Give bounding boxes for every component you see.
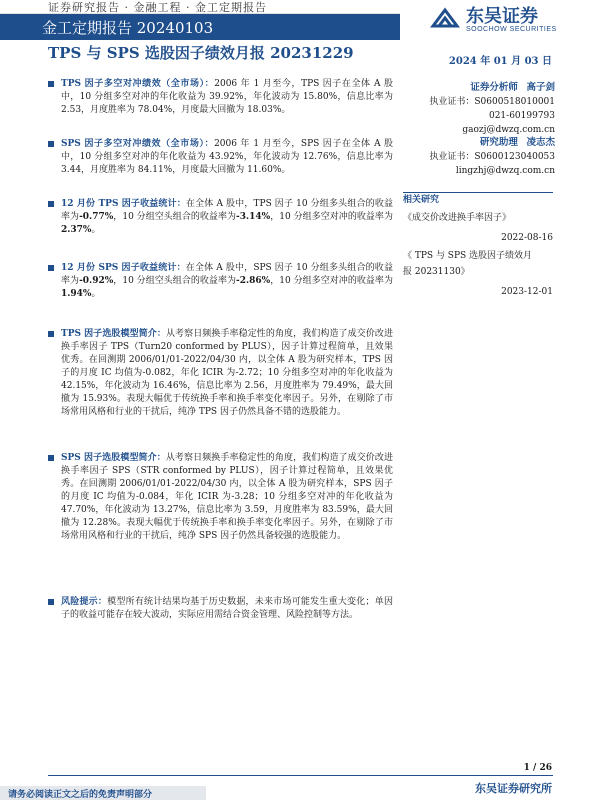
analyst-1-title <box>423 82 555 94</box>
return-value: 2.37% <box>61 225 92 235</box>
section-body: ，10 分组空头组合的收益率为 <box>113 212 237 222</box>
disclaimer-text: 请务必阅读正文之后的免责声明部分 <box>8 790 153 800</box>
summary-section <box>48 198 393 237</box>
page-title: TPS 与 SPS 选股因子绩效月报 20231229 <box>48 44 354 62</box>
logo-mark-icon <box>430 4 460 34</box>
analyst-name: 凌志杰 <box>526 137 555 148</box>
section-lead: SPS 因子选股模型简介： <box>61 453 166 463</box>
section-body: 从考察日频换手率稳定性的角度，我们构造了成交价改进换手率因子 TPS（Turn20 conformed by PLUS），因子计算过程简单，且效果优秀。在回测期 2006/01/01-2022/04/30 内，以全体 A 股为研究样本，TPS 因子的月度 IC 均值为-0.082，年化 ICIR 为-2.72；10 分组多空对冲的年化收益为 42.15%，年化波动为 16.46%，信息比率为 2.56，月度胜率为 79.49%，最大回撤为 15.93%。表现大幅优于传统换手率和换手率变化率因子。另外，在剔除了市场常用风格和行业的干扰后，纯净 TPS 因子仍然具备不错的选股能力。 <box>61 329 393 417</box>
related-item-date: 2022-08-16 <box>501 233 553 243</box>
section-body: ，10 分组多空对冲的收益率为 <box>270 276 393 286</box>
section-body: 2006 年 1 月至今，TPS 因子在全体 A 股中，10 分组多空对冲的年化收益为 39.92%，年化波动为 15.80%，信息比率为 2.53，月度胜率为 78.04%，月度最大回撤为 18.03%。 <box>61 79 393 115</box>
header-band <box>0 14 400 40</box>
report-category-strip <box>0 0 400 14</box>
band-title: 金工定期报告 20240103 <box>42 19 214 37</box>
company-logo <box>430 2 580 38</box>
analyst-name: 高子剑 <box>526 82 555 93</box>
analyst-email: lingzhj@dwzq.com.cn <box>455 166 555 176</box>
bullet-icon <box>48 331 54 337</box>
section-lead: TPS 因子多空对冲绩效（全市场）： <box>61 79 215 89</box>
related-research <box>403 194 553 298</box>
logo-text-cn: 东吴证券 <box>466 6 538 27</box>
section-body: 在全体 A 股中，TPS 因子 10 分组多头组合的收益率为 <box>61 199 393 222</box>
summary-section <box>48 452 393 543</box>
return-value: -0.92% <box>79 276 114 286</box>
section-lead: 风险提示： <box>61 597 108 607</box>
analyst-cert: 执业证书：S0600518010001 <box>429 97 555 107</box>
related-item-title[interactable]: 《成交价改进换手率因子》 <box>403 213 512 223</box>
section-body: ，10 分组多空对冲的收益率为 <box>270 212 393 222</box>
related-item-title[interactable]: 《 TPS 与 SPS 选股因子绩效月 <box>403 251 533 261</box>
section-body: 在全体 A 股中，SPS 因子 10 分组多头组合的收益率为 <box>61 263 393 286</box>
bullet-icon <box>48 599 54 605</box>
section-lead: SPS 因子多空对冲绩效（全市场）： <box>61 139 215 149</box>
bullet-icon <box>48 201 54 207</box>
related-divider <box>403 192 553 193</box>
related-heading: 相关研究 <box>403 195 440 205</box>
summary-section <box>48 138 393 177</box>
section-lead: 12 月份 SPS 因子收益统计： <box>61 263 186 273</box>
section-body: 从考察日频换手率稳定性的角度，我们构造了成交价改进换手率因子 SPS（STR conformed by PLUS），因子计算过程简单，且效果优秀。在回测期 2006/01/01-2022/04/30 内，以全体 A 股为研究样本，SPS 因子的月度 IC 均值为-0.084，年化 ICIR 为-3.28；10 分组多空对冲的年化收益为 47.70%，年化波动为 13.27%，信息比率为 3.59，月度胜率为 83.59%，最大回撤为 12.28%。表现大幅优于传统换手率和换手率变化率因子。另外，在剔除了市场常用风格和行业的干扰后，纯净 SPS 因子仍然具备较强的选股能力。 <box>61 453 393 541</box>
return-value: -3.14% <box>236 212 271 222</box>
page-number: 1 / 26 <box>523 763 552 773</box>
disclaimer-band <box>0 786 206 800</box>
analyst-role: 证券分析师 <box>470 82 518 93</box>
footer-organization: 东吴证券研究所 <box>475 782 552 795</box>
related-item-title[interactable]: 报 20231130》 <box>403 267 470 277</box>
section-body: 模型所有统计结果均基于历史数据，未来市场可能发生重大变化；单因子的收益可能存在较大波动，实际应用需结合资金管理、风险控制等方法。 <box>61 597 393 620</box>
summary-section <box>48 78 393 117</box>
bullet-icon <box>48 141 54 147</box>
analyst-phone: 021-60199793 <box>488 111 555 121</box>
analyst-role: 研究助理 <box>479 137 518 148</box>
analyst-cert: 执业证书：S0600123040053 <box>429 152 555 162</box>
return-value: 1.94% <box>61 289 92 299</box>
footer-divider <box>48 775 553 776</box>
related-item-date: 2023-12-01 <box>501 287 553 297</box>
return-value: -2.86% <box>236 276 271 286</box>
section-body: ，10 分组空头组合的收益率为 <box>113 276 237 286</box>
bullet-icon <box>48 265 54 271</box>
summary-section <box>48 328 393 419</box>
summary-section <box>48 262 393 301</box>
return-value: -0.77% <box>79 212 114 222</box>
section-lead: TPS 因子选股模型简介： <box>61 329 166 339</box>
logo-text-en: SOOCHOW SECURITIES <box>466 26 557 33</box>
section-body: 2006 年 1 月至今，SPS 因子在全体 A 股中，10 分组多空对冲的年化收益为 43.92%，年化波动为 12.76%，信息比率为 3.44，月度胜率为 84.11%，月度最大回撤为 11.60%。 <box>61 139 394 175</box>
section-body: 。 <box>91 289 101 299</box>
bullet-icon <box>48 81 54 87</box>
report-categories: 证券研究报告 · 金融工程 · 金工定期报告 <box>48 1 267 14</box>
analyst-2-title <box>423 137 555 149</box>
analyst-email: gaozj@dwzq.com.cn <box>462 125 555 135</box>
report-date: 2024 年 01 月 03 日 <box>448 56 552 67</box>
section-lead: 12 月份 TPS 因子收益统计： <box>61 199 186 209</box>
section-body: 。 <box>91 225 101 235</box>
bullet-icon <box>48 455 54 461</box>
risk-section <box>48 596 393 622</box>
